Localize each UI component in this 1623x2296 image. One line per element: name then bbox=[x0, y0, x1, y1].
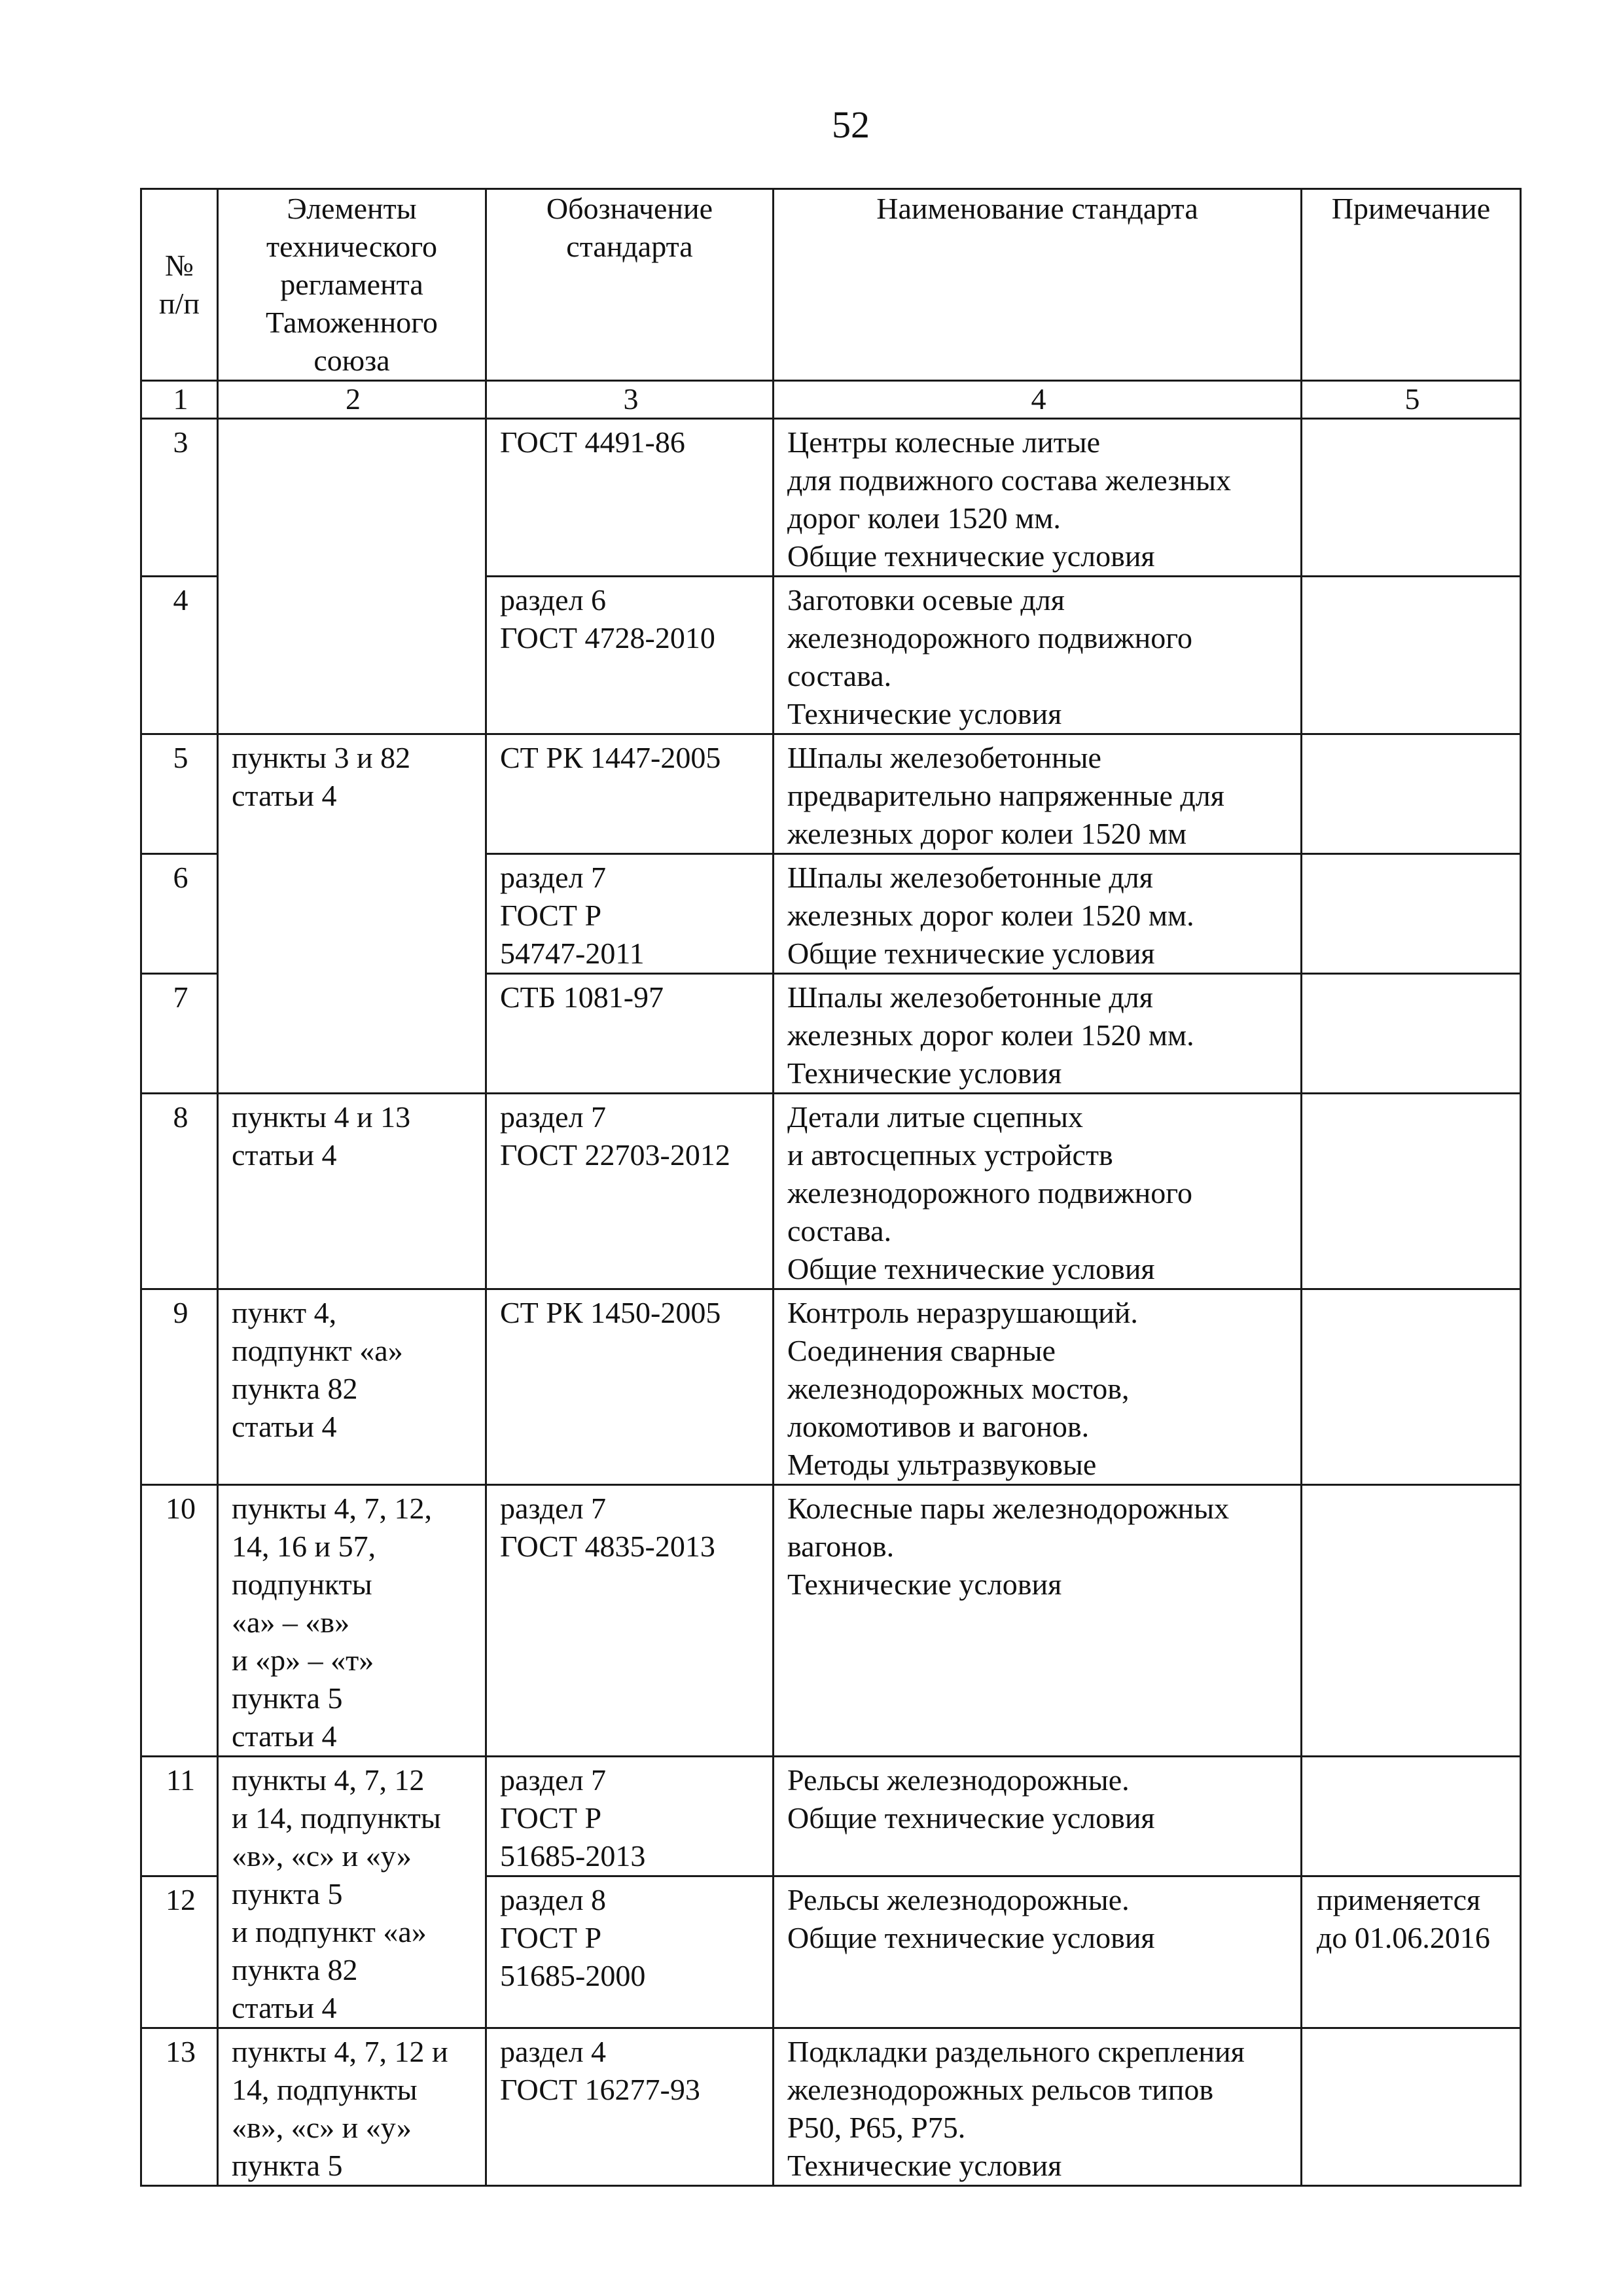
table-row bbox=[141, 1485, 1521, 1757]
elements-cell: пункты 4, 7, 12 и 14, подпункты «в», «с» и «у» пункта 5 и подпункт «а» пункта 82 статьи 4 bbox=[218, 1757, 486, 2028]
column-number: 1 bbox=[141, 381, 218, 419]
row-number: 9 bbox=[141, 1289, 218, 1485]
header-num: № п/п bbox=[141, 189, 218, 381]
table-row bbox=[141, 419, 1521, 577]
note-cell bbox=[1302, 854, 1521, 974]
standard-name-cell: Заготовки осевые для железнодорожного подвижного состава. Технические условия bbox=[774, 577, 1302, 734]
header-designation: Обозначение стандарта bbox=[486, 189, 774, 381]
designation-cell: СТ РК 1450-2005 bbox=[486, 1289, 774, 1485]
elements-cell: пункты 3 и 82 статьи 4 bbox=[218, 734, 486, 1094]
elements-cell: пункты 4, 7, 12, 14, 16 и 57, подпункты «а» – «в» и «р» – «т» пункта 5 статьи 4 bbox=[218, 1485, 486, 1757]
designation-cell: раздел 6 ГОСТ 4728-2010 bbox=[486, 577, 774, 734]
table-row bbox=[141, 734, 1521, 854]
note-cell bbox=[1302, 974, 1521, 1094]
note-cell bbox=[1302, 1094, 1521, 1289]
table-row bbox=[141, 1094, 1521, 1289]
note-cell bbox=[1302, 1289, 1521, 1485]
note-cell bbox=[1302, 1757, 1521, 1876]
standard-name-cell: Рельсы железнодорожные. Общие технические условия bbox=[774, 1757, 1302, 1876]
note-cell: применяется до 01.06.2016 bbox=[1302, 1876, 1521, 2028]
elements-cell: пункты 4, 7, 12 и 14, подпункты «в», «с» и «у» пункта 5 bbox=[218, 2028, 486, 2186]
column-number: 3 bbox=[486, 381, 774, 419]
row-number: 4 bbox=[141, 577, 218, 734]
elements-cell: пункты 4 и 13 статьи 4 bbox=[218, 1094, 486, 1289]
standard-name-cell: Шпалы железобетонные предварительно напряженные для железных дорог колеи 1520 мм bbox=[774, 734, 1302, 854]
designation-cell: СТБ 1081-97 bbox=[486, 974, 774, 1094]
column-number-row bbox=[141, 381, 1521, 419]
page-number: 52 bbox=[832, 103, 870, 146]
designation-cell: раздел 7 ГОСТ Р 51685-2013 bbox=[486, 1757, 774, 1876]
standard-name-cell: Центры колесные литые для подвижного состава железных дорог колеи 1520 мм. Общие технические условия bbox=[774, 419, 1302, 577]
elements-cell-empty bbox=[218, 419, 486, 734]
note-cell bbox=[1302, 2028, 1521, 2186]
row-number: 8 bbox=[141, 1094, 218, 1289]
row-number: 6 bbox=[141, 854, 218, 974]
row-number: 5 bbox=[141, 734, 218, 854]
table-row bbox=[141, 1289, 1521, 1485]
note-cell bbox=[1302, 734, 1521, 854]
designation-cell: раздел 7 ГОСТ 4835-2013 bbox=[486, 1485, 774, 1757]
note-cell bbox=[1302, 419, 1521, 577]
standard-name-cell: Подкладки раздельного скрепления железнодорожных рельсов типов Р50, Р65, Р75. Технические условия bbox=[774, 2028, 1302, 2186]
header-elements: Элементы технического регламента Таможенного союза bbox=[218, 189, 486, 381]
designation-cell: раздел 4 ГОСТ 16277-93 bbox=[486, 2028, 774, 2186]
table-row bbox=[141, 1757, 1521, 1876]
standard-name-cell: Шпалы железобетонные для железных дорог колеи 1520 мм. Общие технические условия bbox=[774, 854, 1302, 974]
designation-cell: раздел 7 ГОСТ Р 54747-2011 bbox=[486, 854, 774, 974]
standard-name-cell: Шпалы железобетонные для железных дорог колеи 1520 мм. Технические условия bbox=[774, 974, 1302, 1094]
row-number: 12 bbox=[141, 1876, 218, 2028]
standard-name-cell: Детали литые сцепных и автосцепных устройств железнодорожного подвижного состава. Общие технические условия bbox=[774, 1094, 1302, 1289]
elements-cell: пункт 4, подпункт «а» пункта 82 статьи 4 bbox=[218, 1289, 486, 1485]
column-number: 5 bbox=[1302, 381, 1521, 419]
header-name: Наименование стандарта bbox=[774, 189, 1302, 381]
designation-cell: СТ РК 1447-2005 bbox=[486, 734, 774, 854]
row-number: 3 bbox=[141, 419, 218, 577]
header-row bbox=[141, 189, 1521, 381]
note-cell bbox=[1302, 577, 1521, 734]
note-cell bbox=[1302, 1485, 1521, 1757]
standards-table bbox=[140, 188, 1522, 2187]
column-number: 4 bbox=[774, 381, 1302, 419]
header-note: Примечание bbox=[1302, 189, 1521, 381]
standard-name-cell: Колесные пары железнодорожных вагонов. Технические условия bbox=[774, 1485, 1302, 1757]
row-number: 10 bbox=[141, 1485, 218, 1757]
designation-cell: ГОСТ 4491-86 bbox=[486, 419, 774, 577]
row-number: 7 bbox=[141, 974, 218, 1094]
column-number: 2 bbox=[218, 381, 486, 419]
standard-name-cell: Рельсы железнодорожные. Общие технические условия bbox=[774, 1876, 1302, 2028]
row-number: 11 bbox=[141, 1757, 218, 1876]
table-row bbox=[141, 2028, 1521, 2186]
designation-cell: раздел 8 ГОСТ Р 51685-2000 bbox=[486, 1876, 774, 2028]
standard-name-cell: Контроль неразрушающий. Соединения сварные железнодорожных мостов, локомотивов и вагонов. Методы ультразвуковые bbox=[774, 1289, 1302, 1485]
row-number: 13 bbox=[141, 2028, 218, 2186]
designation-cell: раздел 7 ГОСТ 22703-2012 bbox=[486, 1094, 774, 1289]
